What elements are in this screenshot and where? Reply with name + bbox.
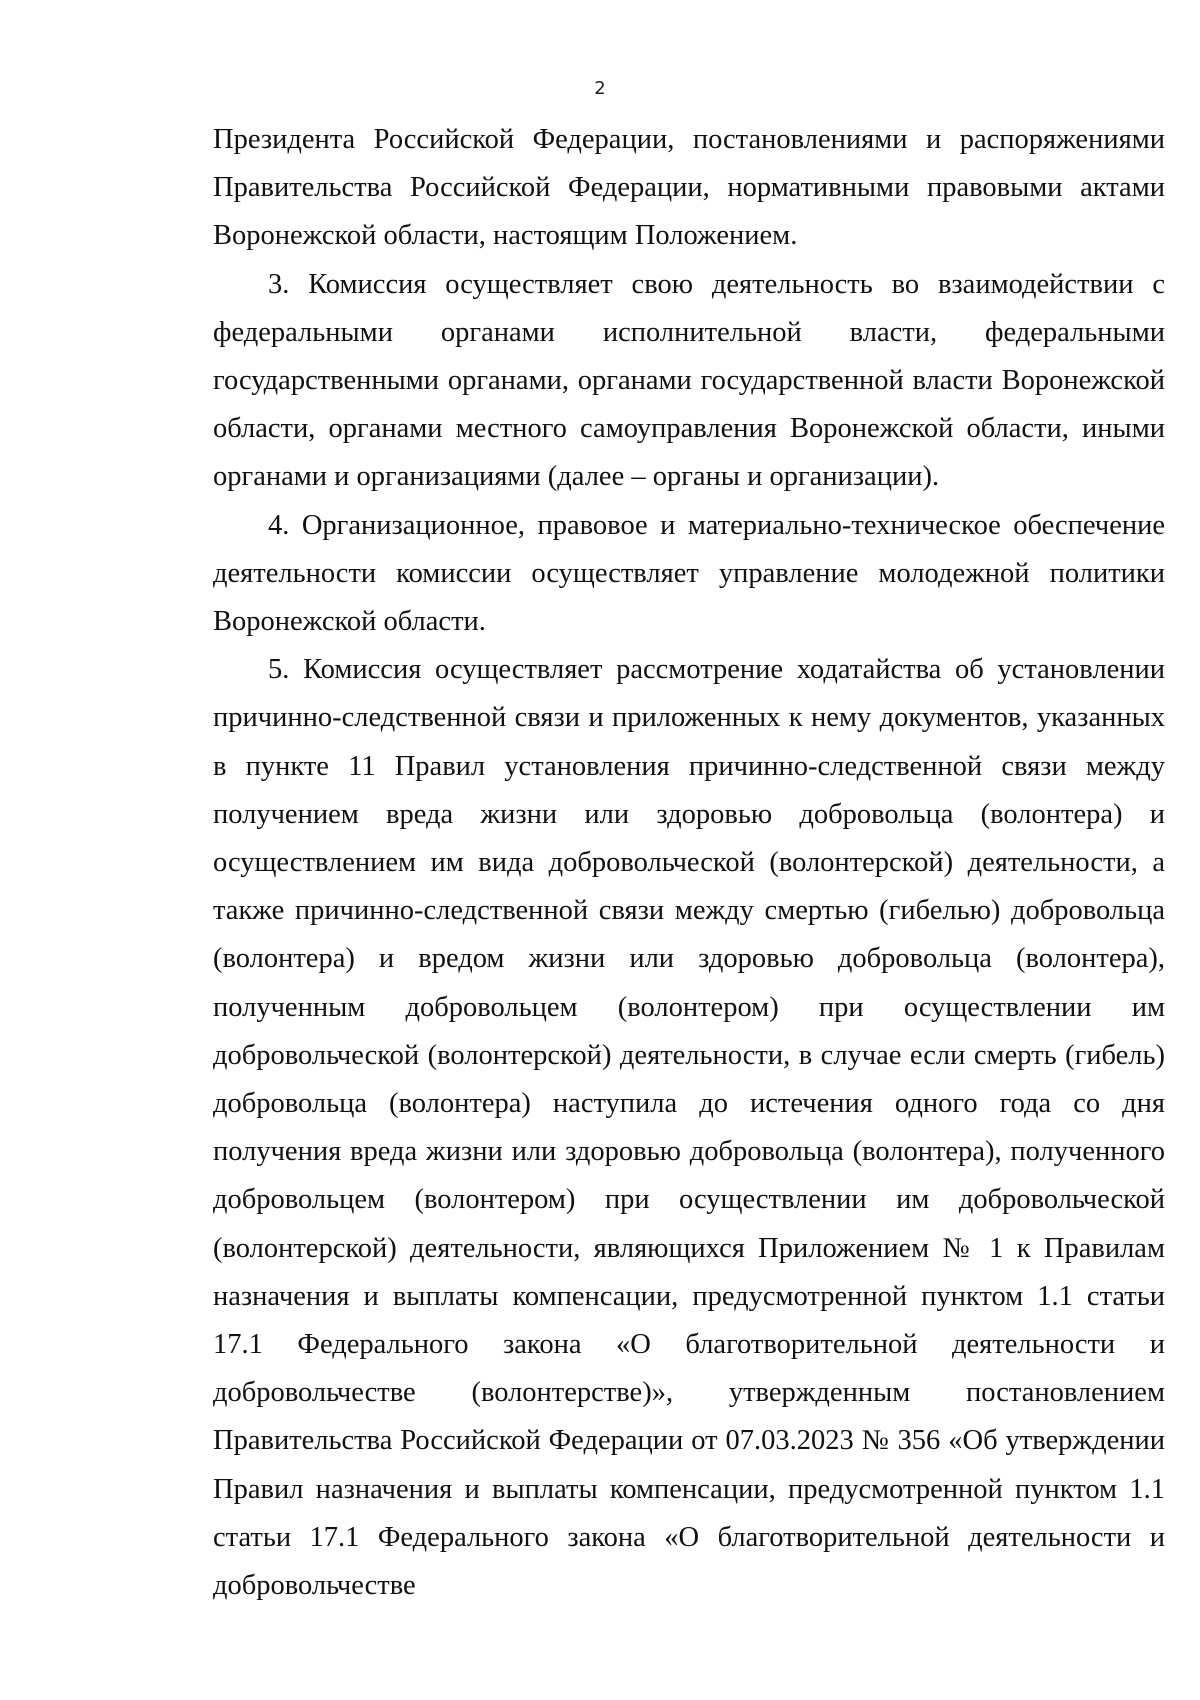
page-number: 2: [594, 78, 606, 99]
document-body: [213, 116, 1165, 1610]
paragraph-4: 4. Организационное, правовое и материально-техническое обеспечение деятельности комиссии осуществляет управление молодежной политики Воронежской области.: [213, 509, 1165, 638]
paragraph-3: 3. Комиссия осуществляет свою деятельность во взаимодействии с федеральными органами исполнительной власти, федеральными государственными органами, органами государственной власти Воронежской области, органами местного самоуправления Воронежской области, иными органами и организациями (далее – органы и организации).: [213, 268, 1165, 493]
paragraph-5: 5. Комиссия осуществляет рассмотрение ходатайства об установлении причинно-следственной связи и приложенных к нему документов, указанных в пункте 11 Правил установления причинно-следственной связи между получением вреда жизни или здоровью добровольца (волонтера) и осуществлением им вида добровольческой (волонтерской) деятельности, а также причинно-следственной связи между смертью (гибелью) добровольца (волонтера) и вредом жизни или здоровью добровольца (волонтера), полученным добровольцем (волонтером) при осуществлении им добровольческой (волонтерской) деятельности, в случае если смерть (гибель) добровольца (волонтера) наступила до истечения одного года со дня получения вреда жизни или здоровью добровольца (волонтера), полученного добровольцем (волонтером) при осуществлении им добровольческой (волонтерской) деятельности, являющихся Приложением № 1 к Правилам назначения и выплаты компенсации, предусмотренной пунктом 1.1 статьи 17.1 Федерального закона «О благотворительной деятельности и добровольчестве (волонтерстве)», утвержденным постановлением Правительства Российской Федерации от 07.03.2023 № 356 «Об утверждении Правил назначения и выплаты компенсации, предусмотренной пунктом 1.1 статьи 17.1 Федерального закона «О благотворительной деятельности и добровольчестве: [213, 654, 1165, 1602]
paragraph-continuation: Президента Российской Федерации, постановлениями и распоряжениями Правительства Российской Федерации, нормативными правовыми актами Воронежской области, настоящим Положением.: [213, 124, 1165, 252]
